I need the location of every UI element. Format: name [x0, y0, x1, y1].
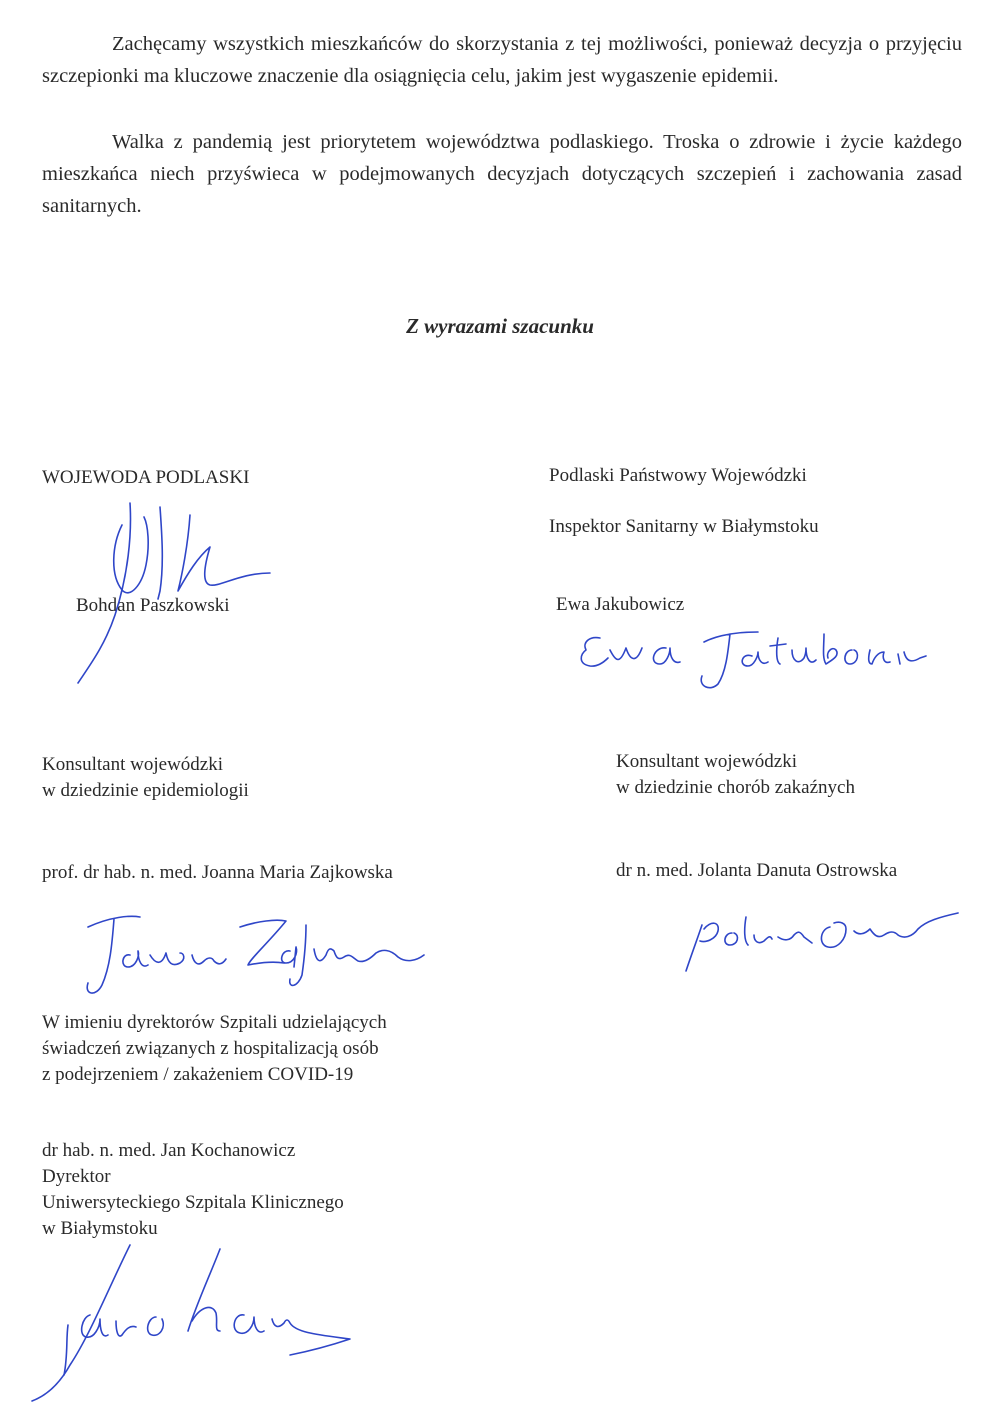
signatory-name: Ewa Jakubowicz	[556, 594, 685, 615]
signature-consultant-infectious	[680, 895, 970, 980]
consultant-infectious-name-block	[616, 858, 897, 884]
signatory-role: Dyrektor	[42, 1166, 111, 1187]
inspector-name-block	[556, 592, 684, 618]
director-block	[42, 1138, 344, 1242]
signatory-institution: Uniwersyteckiego Szpitala Klinicznego	[42, 1192, 344, 1213]
signature-voivode	[70, 495, 290, 685]
signatory-title: Podlaski Państwowy Wojewódzki	[549, 465, 807, 486]
hospitals-line: świadczeń związanych z hospitalizacją osób	[42, 1038, 379, 1059]
letter-paragraph: Zachęcamy wszystkich mieszkańców do skorzystania z tej możliwości, ponieważ decyzja o przyjęciu szczepionki ma kluczowe znaczenie dla osiągnięcia celu, jakim jest wygaszenie epidemii.	[42, 33, 962, 87]
signatory-city: w Białymstoku	[42, 1218, 158, 1239]
consultant-epidemiology-name-block	[42, 860, 393, 886]
signatory-title: w dziedzinie chorób zakaźnych	[616, 777, 855, 798]
hospitals-block	[42, 1010, 387, 1088]
signatory-title: w dziedzinie epidemiologii	[42, 780, 249, 801]
signature-consultant-epidemiology	[80, 905, 430, 1005]
signatory-title: Konsultant wojewódzki	[42, 754, 224, 775]
signature-inspector	[570, 620, 940, 700]
letter-paragraph: Walka z pandemią jest priorytetem województwa podlaskiego. Troska o zdrowie i życie każdego mieszkańca niech przyświeca w podejmowanych decyzjach dotyczących szczepień i zachowania zasad sanitarnych.	[42, 131, 962, 217]
signatory-title: WOJEWODA PODLASKI	[42, 467, 250, 488]
hospitals-line: W imieniu dyrektorów Szpitali udzielających	[42, 1012, 387, 1033]
inspector-block	[549, 463, 807, 489]
signatory-name: Bohdan Paszkowski	[76, 595, 230, 616]
signatory-title: Inspektor Sanitarny w Białymstoku	[549, 516, 819, 537]
signatory-name: prof. dr hab. n. med. Joanna Maria Zajkowska	[42, 862, 393, 883]
hospitals-line: z podejrzeniem / zakażeniem COVID-19	[42, 1064, 354, 1085]
closing-phrase: Z wyrazami szacunku	[406, 314, 594, 338]
consultant-epidemiology-block	[42, 752, 249, 804]
inspector-block-line2	[549, 514, 819, 540]
signature-director	[20, 1235, 370, 1405]
signatory-title: Konsultant wojewódzki	[616, 751, 798, 772]
consultant-infectious-block	[616, 749, 855, 801]
voivode-block	[42, 465, 249, 491]
signatory-name: dr hab. n. med. Jan Kochanowicz	[42, 1140, 296, 1161]
signatory-name: dr n. med. Jolanta Danuta Ostrowska	[616, 860, 898, 881]
